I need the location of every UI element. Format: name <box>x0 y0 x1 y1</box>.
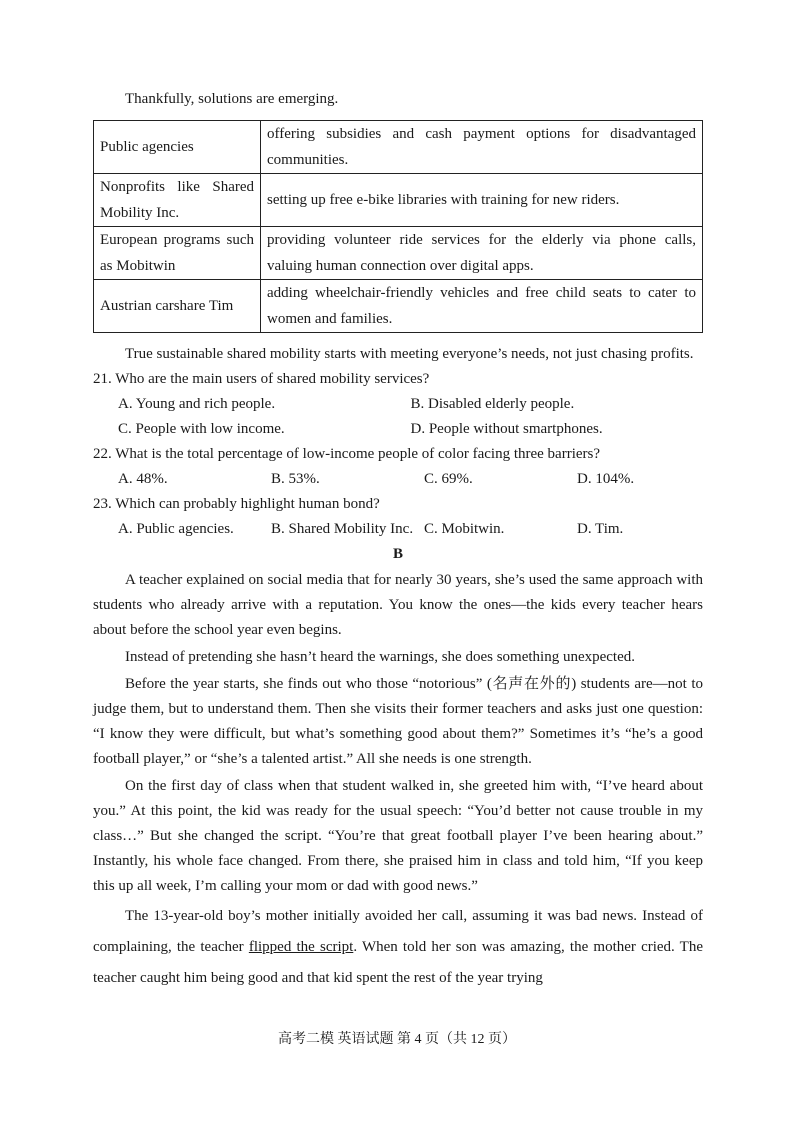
option-b: B. 53%. <box>271 471 320 487</box>
question-stem: 21. Who are the main users of shared mobility services? <box>93 371 430 387</box>
question-stem: 22. What is the total percentage of low-income people of color facing three barriers? <box>93 446 601 462</box>
text-run: The 13-year-old boy’s mother initially avoided her call, assuming it was bad news. Instead of complaining, the teacher <box>93 908 703 955</box>
section-heading: B <box>392 546 403 562</box>
passage-paragraph: Before the year starts, she finds out who those “notorious” (名声在外的) students are—not to judge them, but to understand them. Then she visits their former teachers and asks just one question: “I know they were difficult, but what’s something good about them?” Sometimes it’s “he’s a good football player,” or “she’s a talented artist.” All she needs is one strength. <box>93 676 703 767</box>
option-d: D. 104%. <box>577 471 635 487</box>
table-cell-action: providing volunteer ride services for the elderly via phone calls, valuing human connection over digital apps. <box>261 227 703 280</box>
option-b: B. Shared Mobility Inc. <box>271 521 414 537</box>
table-cell-action: adding wheelchair-friendly vehicles and free child seats to cater to women and families. <box>261 280 703 333</box>
options-row <box>93 517 703 542</box>
option-d: D. People without smartphones. <box>410 421 603 437</box>
exam-page <box>93 87 703 994</box>
question-stem: 23. Which can probably highlight human bond? <box>93 496 380 512</box>
underlined-phrase: flipped the script <box>248 939 354 955</box>
table-cell-action: setting up free e-bike libraries with training for new riders. <box>261 174 703 227</box>
question-23 <box>93 492 703 542</box>
intro-sentence: Thankfully, solutions are emerging. <box>125 91 339 107</box>
solutions-table <box>93 120 703 333</box>
table-row <box>94 280 703 333</box>
options-row <box>93 467 703 492</box>
passage-paragraph: Instead of pretending she hasn’t heard the warnings, she does something unexpected. <box>125 649 635 665</box>
option-c: C. People with low income. <box>118 421 285 437</box>
passage-paragraph: On the first day of class when that student walked in, she greeted him with, “I’ve heard about you.” At this point, the kid was ready for the usual speech: “You’d better not cause trouble in my class…” But she changed the script. “You’re that great football player I’ve been hearing about.” Instantly, his whole face changed. From there, she praised him in class and told him, “If you keep this up all week, I’m calling your mom or dad with good news.” <box>93 778 703 894</box>
passage-paragraph <box>93 901 703 994</box>
table-row <box>94 174 703 227</box>
table-row <box>94 121 703 174</box>
page-footer: 高考二模 英语试题 第 4 页（共 12 页） <box>278 1032 516 1047</box>
options-row <box>93 392 703 417</box>
option-c: C. 69%. <box>424 471 473 487</box>
option-a: A. Public agencies. <box>118 521 234 537</box>
option-b: B. Disabled elderly people. <box>410 396 575 412</box>
option-c: C. Mobitwin. <box>424 521 505 537</box>
table-cell-org: European programs such as Mobitwin <box>94 227 261 280</box>
text-run: . When told her son was amazing, the mother cried. The teacher caught him being good and that kid spent the rest of the year trying <box>93 939 704 986</box>
options-row <box>93 417 703 442</box>
option-a: A. 48%. <box>118 471 168 487</box>
closing-paragraph: True sustainable shared mobility starts with meeting everyone’s needs, not just chasing profits. <box>125 346 694 362</box>
table-row <box>94 227 703 280</box>
passage-paragraph: A teacher explained on social media that for nearly 30 years, she’s used the same approach with students who already arrive with a reputation. You know the ones—the kids every teacher hears about before the school year even begins. <box>93 572 703 638</box>
table-cell-org: Nonprofits like Shared Mobility Inc. <box>94 174 261 227</box>
question-21 <box>93 367 703 442</box>
table-cell-org: Austrian carshare Tim <box>94 280 261 333</box>
table-cell-org: Public agencies <box>94 121 261 174</box>
table-cell-action: offering subsidies and cash payment options for disadvantaged communities. <box>261 121 703 174</box>
option-a: A. Young and rich people. <box>118 396 276 412</box>
question-22 <box>93 442 703 492</box>
option-d: D. Tim. <box>577 521 624 537</box>
